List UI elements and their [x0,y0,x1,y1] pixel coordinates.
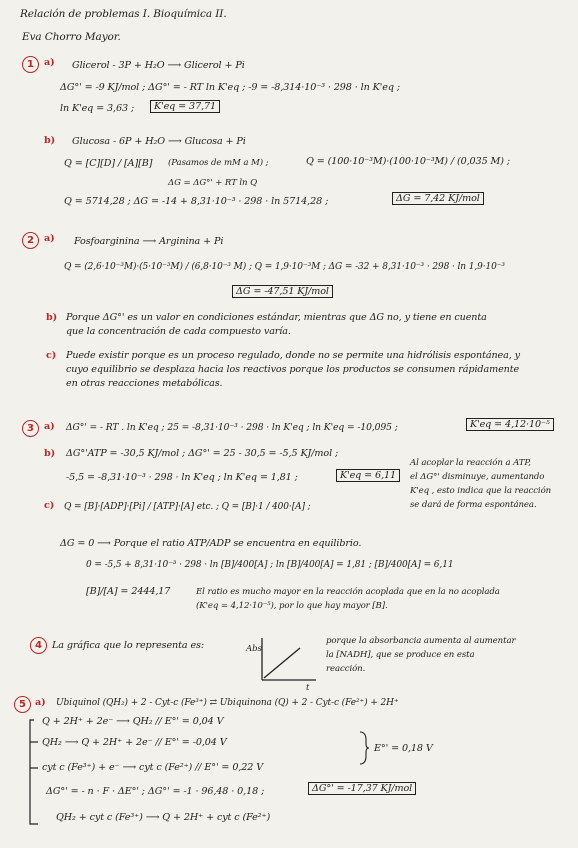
p5-half-reaction-3: cyt c (Fe³⁺) + e⁻ ⟶ cyt c (Fe²⁺) // E°' = 0,22 V [42,762,264,773]
p3-b-note-line-1: Al acoplar la reacción a ATP, [410,458,531,468]
problem-2-number: 2 [22,232,39,249]
p1-a-reaction: Glicerol - 3P + H₂O ⟶ Glicerol + Pi [72,60,245,71]
p5-half-reaction-2: QH₂ ⟶ Q + 2H⁺ + 2e⁻ // E°' = -0,04 V [42,737,227,748]
p3-b-label: b) [44,448,56,459]
p4-graph-line [264,648,300,678]
p4-text: La gráfica que lo representa es: [52,640,204,651]
p1-b-q-value: Q = (100·10⁻³M)·(100·10⁻³M) / (0,035 M) ; [306,156,510,167]
p5-final-reaction: QH₂ + cyt c (Fe³⁺) ⟶ Q + 2H⁺ + cyt c (Fe²⁺) [56,812,271,823]
problem-5-number: 5 [14,696,31,713]
p3-c-ratio: [B]/[A] = 2444,17 [86,586,171,597]
p1-b-note: (Pasamos de mM a M) ; [168,158,269,168]
p4-explanation-line-2: la [NADH], que se produce en esta [326,650,475,660]
p2-b-text-line-2: que la concentración de cada compuesto varía. [66,326,291,337]
problem-1-number: 1 [22,56,39,73]
p4-axis-x-label: t [306,683,310,693]
p1-a-equation-2: ln K'eq = 3,63 ; [60,103,135,114]
p4-explanation-line-3: reacción. [326,664,366,674]
p2-b-label: b) [46,312,58,323]
p4-axis-y-label: Abs [246,644,262,654]
p5-reaction: Ubiquinol (QH₂) + 2 - Cyt-c (Fe³⁺) ⇄ Ubiquinona (Q) + 2 - Cyt-c (Fe²⁺) + 2H⁺ [56,698,399,708]
problem-4-number: 4 [30,637,47,654]
p3-a-label: a) [44,421,55,432]
p2-c-text-line-2: cuyo equilibrio se desplaza hacia los reactivos porque los productos se consumen rápidamente [66,364,520,375]
p3-a-equation: ΔG°' = - RT . ln K'eq ; 25 = -8,31·10⁻³ · 298 · ln K'eq ; ln K'eq = -10,095 ; [66,422,398,433]
p4-explanation-line-1: porque la absorbancia aumenta al aumentar [326,636,516,646]
problem-3-number: 3 [22,420,39,437]
p3-b-equation-2: -5,5 = -8,31·10⁻³ · 298 · ln K'eq ; ln K'eq = 1,81 ; [66,472,298,483]
p3-c-conclusion-line-2: (K'eq = 4,12·10⁻⁵), por lo que hay mayor [B]. [196,601,388,611]
p2-c-text-line-3: en otras reacciones metabólicas. [66,378,223,389]
p2-b-text-line-1: Porque ΔG°' es un valor en condiciones estándar, mientras que ΔG no, y tiene en cuenta [66,312,487,323]
p3-b-equation-1: ΔG°'ATP = -30,5 KJ/mol ; ΔG°' = 25 - 30,5 = -5,5 KJ/mol ; [66,448,339,459]
p2-a-result: ΔG = -47,51 KJ/mol [232,285,333,298]
p1-a-equation: ΔG°' = -9 KJ/mol ; ΔG°' = - RT ln K'eq ; -9 = -8,314·10⁻³ · 298 · ln K'eq ; [60,82,400,93]
p3-b-note-line-4: se dará de forma espontánea. [410,500,537,510]
p5-dg-equation: ΔG°' = - n · F · ΔE°' ; ΔG°' = -1 · 96,48 · 0,18 ; [46,786,265,797]
p1-b-equation: Q = 5714,28 ; ΔG = -14 + 8,31·10⁻³ · 298 · ln 5714,28 ; [64,196,329,207]
p2-a-label: a) [44,233,55,244]
p1-b-dg-formula: ΔG = ΔG°' + RT ln Q [168,178,258,188]
p5-a-label: a) [35,697,46,708]
p3-c-equation: 0 = -5,5 + 8,31·10⁻³ · 298 · ln [B]/400[A] ; ln [B]/400[A] = 1,81 ; [B]/400[A] = 6,11 [86,560,454,570]
p3-c-q-formula: Q = [B]·[ADP]·[Pi] / [ATP]·[A] etc. ; Q = [B]·1 / 400·[A] ; [64,502,311,512]
p3-a-result: K'eq = 4,12·10⁻⁵ [466,418,554,431]
p3-b-note-line-2: el ΔG°' disminuye, aumentando [410,472,545,482]
p2-c-text-line-1: Puede existir porque es un proceso regulado, donde no se permite una hidrólisis espontánea, y [66,350,520,361]
p2-c-label: c) [46,350,57,361]
p2-a-reaction: Fosfoarginina ⟶ Arginina + Pi [74,236,224,247]
p3-c-conclusion-line-1: El ratio es mucho mayor en la reacción acoplada que en la no acoplada [196,587,500,597]
sheet-title: Relación de problemas I. Bioquímica II. [20,8,227,20]
p1-b-reaction: Glucosa - 6P + H₂O ⟶ Glucosa + Pi [72,136,246,147]
p1-b-label: b) [44,135,56,146]
p1-a-result: K'eq = 37,71 [150,100,220,113]
p3-c-label: c) [44,500,55,511]
p5-dg-result: ΔG°' = -17,37 KJ/mol [308,782,416,795]
p2-a-equation: Q = (2,6·10⁻³M)·(5·10⁻³M) / (6,8·10⁻³ M) ; Q = 1,9·10⁻³M ; ΔG = -32 + 8,31·10⁻³ · 298 · ln 1,9·10⁻³ [64,262,505,272]
p3-c-dg-statement: ΔG = 0 ⟶ Porque el ratio ATP/ADP se encuentra en equilibrio. [60,538,362,549]
p1-a-label: a) [44,57,55,68]
p3-b-result: K'eq = 6,11 [336,469,400,482]
p4-absorbance-graph [256,636,320,684]
p5-total-potential: E°' = 0,18 V [374,743,433,754]
p5-brace [358,730,370,766]
p3-b-note-line-3: K'eq , esto indica que la reacción [410,486,552,496]
p5-half-reaction-1: Q + 2H⁺ + 2e⁻ ⟶ QH₂ // E°' = 0,04 V [42,716,224,727]
p1-b-q-formula: Q = [C][D] / [A][B] [64,158,153,169]
author-name: Eva Chorro Mayor. [22,31,121,43]
p1-b-result: ΔG = 7,42 KJ/mol [392,192,484,205]
